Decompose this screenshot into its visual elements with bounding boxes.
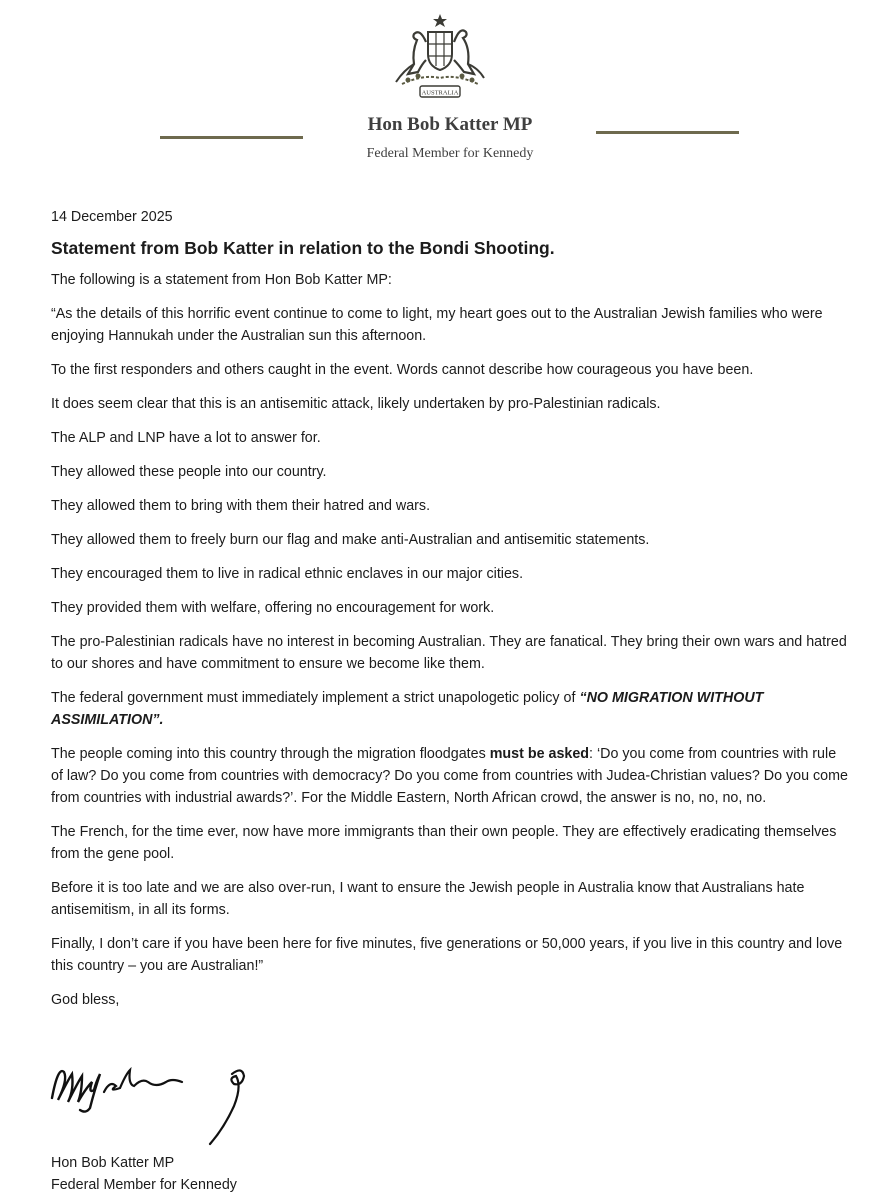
letterhead-name: Hon Bob Katter MP <box>367 114 533 135</box>
paragraph-2: To the first responders and others caught in the event. Words cannot describe how courageous you have been. <box>51 362 754 378</box>
policy-emphasis: “NO MIGRATION WITHOUT ASSIMILATION”. <box>51 690 764 728</box>
paragraph-7: They allowed them to freely burn our flag and make anti-Australian and antisemitic statements. <box>51 532 650 548</box>
paragraph-11-text: The federal government must immediately implement a strict unapologetic policy of <box>51 690 580 706</box>
handwritten-signature <box>38 1052 268 1148</box>
coat-of-arms-icon <box>384 12 496 104</box>
paragraph-1: “As the details of this horrific event continue to come to light, my heart goes out to the Australian Jewish families who were enjoying Hannukah under the Australian sun this afternoon. <box>51 306 823 344</box>
paragraph-12-text-start: The people coming into this country through the migration floodgates <box>51 746 490 762</box>
paragraph-13: The French, for the time ever, now have more immigrants than their own people. They are effectively eradicating themselves from the gene pool. <box>51 824 837 862</box>
signatory-title: Federal Member for Kennedy <box>51 1177 237 1193</box>
letterhead-title: Federal Member for Kennedy <box>366 146 534 161</box>
paragraph-14: Before it is too late and we are also over-run, I want to ensure the Jewish people in Australia know that Australians hate antisemitism, in all its forms. <box>51 880 805 918</box>
must-be-asked-emphasis: must be asked <box>489 746 590 762</box>
paragraph-9: They provided them with welfare, offering no encouragement for work. <box>51 600 495 616</box>
paragraph-12 <box>51 743 851 809</box>
signatory-name: Hon Bob Katter MP <box>51 1155 175 1171</box>
letterhead-rule-left <box>160 136 303 139</box>
letter-body <box>51 206 851 1023</box>
letterhead-rule-right <box>596 131 739 134</box>
paragraph-8: They encouraged them to live in radical ethnic enclaves in our major cities. <box>51 566 524 582</box>
paragraph-11 <box>51 687 851 731</box>
intro-paragraph: The following is a statement from Hon Bob Katter MP: <box>51 272 392 288</box>
paragraph-10: The pro-Palestinian radicals have no interest in becoming Australian. They are fanatical. They bring their own wars and hatred to our shores and have commitment to ensure we become like them. <box>51 634 847 672</box>
letterhead <box>0 0 879 175</box>
paragraph-15: Finally, I don’t care if you have been here for five minutes, five generations or 50,000 years, if you live in this country and love this country – you are Australian!” <box>51 936 843 974</box>
statement-heading: Statement from Bob Katter in relation to the Bondi Shooting. <box>51 238 555 258</box>
paragraph-6: They allowed them to bring with them their hatred and wars. <box>51 498 431 514</box>
paragraph-5: They allowed these people into our country. <box>51 464 327 480</box>
closing-line: God bless, <box>51 992 120 1008</box>
crest-motto: AUSTRALIA <box>421 89 459 97</box>
paragraph-12-text-end: : ‘Do you come from countries with rule of law? Do you come from countries with democracy? Do you come from countries with Judea-Christian values? Do you come from countries with industrial awards?’. For the Middle Eastern, North African crowd, the answer is no, no, no, no. <box>51 746 848 806</box>
letter-date: 14 December 2025 <box>51 209 173 225</box>
paragraph-3: It does seem clear that this is an antisemitic attack, likely undertaken by pro-Palestinian radicals. <box>51 396 661 412</box>
paragraph-4: The ALP and LNP have a lot to answer for. <box>51 430 321 446</box>
